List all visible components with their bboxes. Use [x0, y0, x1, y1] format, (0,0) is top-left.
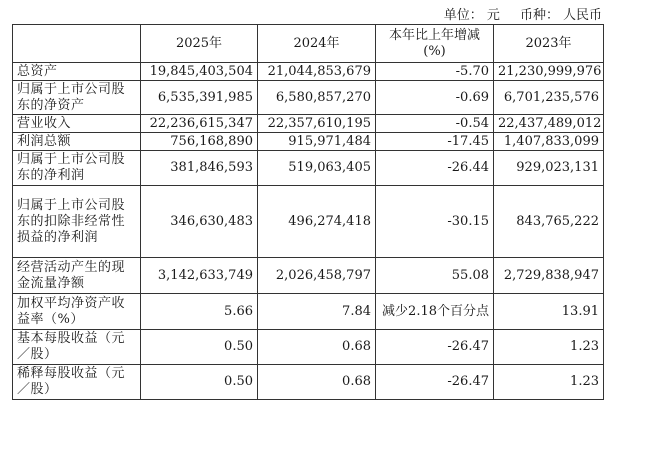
value-change: 55.08 — [376, 258, 494, 294]
row-label: 归属于上市公司股东的净资产 — [13, 81, 141, 115]
unit-label: 单位： — [443, 8, 483, 23]
header-change: 本年比上年增减(%) — [376, 25, 494, 63]
value-2025: 346,630,483 — [141, 186, 258, 258]
value-2025: 381,846,593 — [141, 151, 258, 186]
value-2024: 496,274,418 — [258, 186, 376, 258]
table-row — [13, 186, 604, 258]
value-change: -30.15 — [376, 186, 494, 258]
row-label: 归属于上市公司股东的净利润 — [13, 151, 141, 186]
header-2024: 2024年 — [258, 25, 376, 63]
value-2024: 0.68 — [258, 365, 376, 400]
value-2024: 915,971,484 — [258, 133, 376, 151]
value-2025: 5.66 — [141, 294, 258, 330]
value-2025: 0.50 — [141, 330, 258, 365]
value-change: -26.47 — [376, 365, 494, 400]
value-2024: 7.84 — [258, 294, 376, 330]
value-2024: 2,026,458,797 — [258, 258, 376, 294]
row-label: 加权平均净资产收益率（%） — [13, 294, 141, 330]
value-change: -0.69 — [376, 81, 494, 115]
row-label: 经营活动产生的现金流量净额 — [13, 258, 141, 294]
currency-label: 币种： — [519, 8, 559, 23]
value-2023: 929,023,131 — [494, 151, 604, 186]
value-2024: 22,357,610,195 — [258, 115, 376, 133]
value-2024: 21,044,853,679 — [258, 63, 376, 81]
value-2023: 21,230,999,976 — [494, 63, 604, 81]
row-label: 稀释每股收益（元／股） — [13, 365, 141, 400]
value-2025: 6,535,391,985 — [141, 81, 258, 115]
value-2024: 519,063,405 — [258, 151, 376, 186]
table-row — [13, 115, 604, 133]
value-2024: 6,580,857,270 — [258, 81, 376, 115]
value-2024: 0.68 — [258, 330, 376, 365]
value-2023: 1.23 — [494, 365, 604, 400]
table-row — [13, 133, 604, 151]
table-row — [13, 365, 604, 400]
table-row — [13, 151, 604, 186]
value-2025: 22,236,615,347 — [141, 115, 258, 133]
header-2023: 2023年 — [494, 25, 604, 63]
value-2023: 13.91 — [494, 294, 604, 330]
value-2025: 756,168,890 — [141, 133, 258, 151]
table-row — [13, 81, 604, 115]
value-2025: 3,142,633,749 — [141, 258, 258, 294]
value-2025: 19,845,403,504 — [141, 63, 258, 81]
value-2023: 2,729,838,947 — [494, 258, 604, 294]
value-change: -26.44 — [376, 151, 494, 186]
table-row — [13, 330, 604, 365]
value-2023: 22,437,489,012 — [494, 115, 604, 133]
financial-table — [12, 24, 604, 400]
currency-value: 人民币 — [562, 8, 602, 23]
value-2023: 1,407,833,099 — [494, 133, 604, 151]
value-change: -17.45 — [376, 133, 494, 151]
value-change: -5.70 — [376, 63, 494, 81]
row-label: 总资产 — [13, 63, 141, 81]
unit-value: 元 — [486, 8, 500, 23]
value-change: -0.54 — [376, 115, 494, 133]
row-label: 归属于上市公司股东的扣除非经常性损益的净利润 — [13, 186, 141, 258]
table-row — [13, 63, 604, 81]
table-row — [13, 258, 604, 294]
header-blank — [13, 25, 141, 63]
header-row — [13, 25, 604, 63]
value-2023: 843,765,222 — [494, 186, 604, 258]
row-label: 营业收入 — [13, 115, 141, 133]
row-label: 利润总额 — [13, 133, 141, 151]
value-change: 减少2.18个百分点 — [376, 294, 494, 330]
unit-line — [440, 4, 602, 23]
row-label: 基本每股收益（元／股） — [13, 330, 141, 365]
value-2023: 1.23 — [494, 330, 604, 365]
value-2025: 0.50 — [141, 365, 258, 400]
table-row — [13, 294, 604, 330]
value-2023: 6,701,235,576 — [494, 81, 604, 115]
value-change: -26.47 — [376, 330, 494, 365]
header-2025: 2025年 — [141, 25, 258, 63]
